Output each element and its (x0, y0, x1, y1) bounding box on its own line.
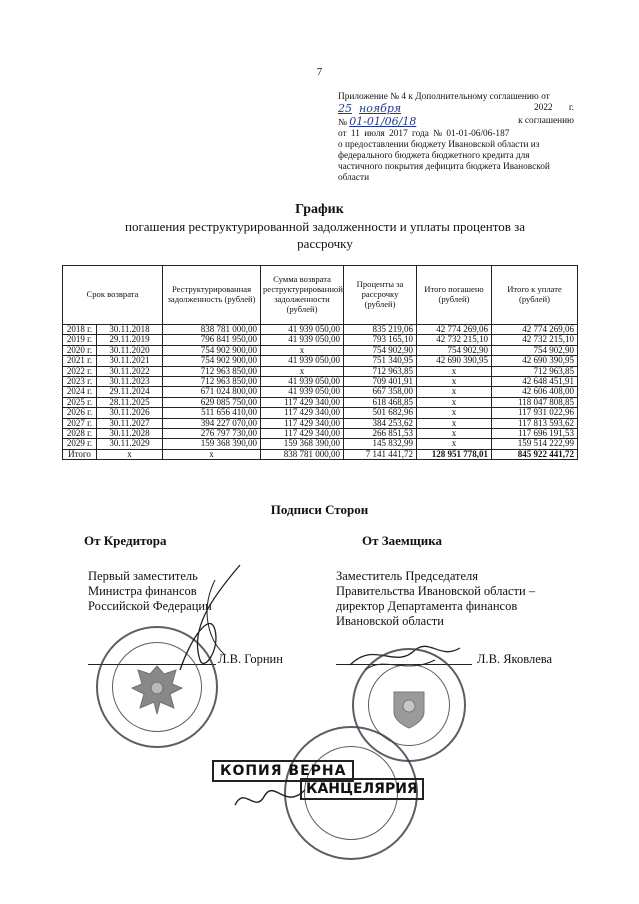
table-cell: 41 939 050,00 (261, 387, 344, 397)
creditor-position-line: Первый заместитель (88, 569, 198, 583)
table-cell: 754 902,90 (492, 345, 578, 355)
table-cell: 30.11.2026 (97, 408, 163, 418)
table-row (63, 397, 578, 407)
table-row (63, 325, 578, 335)
table-cell: 42 732 215,10 (417, 335, 492, 345)
creditor-position-line: Министра финансов (88, 584, 197, 598)
table-cell: x (417, 439, 492, 449)
creditor-signature-icon (170, 560, 250, 680)
table-cell: x (163, 449, 261, 459)
table-cell: 845 922 441,72 (492, 449, 578, 459)
table-cell: x (261, 366, 344, 376)
table-cell: 2026 г. (63, 408, 97, 418)
table-cell: 7 141 441,72 (344, 449, 417, 459)
table-cell: 159 514 222,99 (492, 439, 578, 449)
table-cell: 2022 г. (63, 366, 97, 376)
table-cell: 629 085 750,00 (163, 397, 261, 407)
table-cell: 117 696 191,53 (492, 429, 578, 439)
appendix-number-prefix: № (338, 118, 347, 128)
appendix-date-year: 2022 (534, 103, 553, 113)
appendix-number: 01-01/06/18 (349, 115, 417, 128)
table-cell: 754 902 900,00 (163, 345, 261, 355)
creditor-title: От Кредитора (84, 533, 167, 548)
table-row (63, 429, 578, 439)
table-cell: 117 931 022,96 (492, 408, 578, 418)
appendix-line5: федерального бюджета бюджетного кредита для (338, 151, 530, 161)
table-cell: 667 358,00 (344, 387, 417, 397)
table-cell: 117 429 340,00 (261, 408, 344, 418)
table-row (63, 377, 578, 387)
table-cell: 128 951 778,01 (417, 449, 492, 459)
table-cell: 2029 г. (63, 439, 97, 449)
table-cell: 2024 г. (63, 387, 97, 397)
borrower-position-line: директор Департамента финансов (336, 599, 518, 613)
header-interest: Проценты за рассрочку (рублей) (344, 266, 417, 325)
table-cell: 712 963,85 (492, 366, 578, 376)
table-cell: 41 939 050,00 (261, 335, 344, 345)
table-row (63, 366, 578, 376)
table-cell: 30.11.2021 (97, 356, 163, 366)
table-cell: 42 648 451,91 (492, 377, 578, 387)
table-cell: 42 606 408,00 (492, 387, 578, 397)
table-cell: 117 813 593,62 (492, 418, 578, 428)
header-total-repaid: Итого погашено (рублей) (417, 266, 492, 325)
table-cell: 2020 г. (63, 345, 97, 355)
copy-stamp-line1: КОПИЯ ВЕРНА (212, 760, 354, 782)
appendix-line3: от 11 июля 2017 года № 01-01-06/06-187 (338, 129, 510, 139)
table-cell: 2018 г. (63, 325, 97, 335)
table-cell: 30.11.2027 (97, 418, 163, 428)
borrower-position-line: Ивановской области (336, 614, 444, 628)
borrower-name: Л.В. Яковлева (477, 652, 553, 666)
table-cell: 42 690 390,95 (492, 356, 578, 366)
signatures-title: Подписи Сторон (270, 502, 369, 517)
creditor-name: Л.В. Горнин (218, 652, 283, 666)
page-number: 7 (316, 66, 323, 78)
table-cell: 41 939 050,00 (261, 377, 344, 387)
table-cell: 159 368 390,00 (163, 439, 261, 449)
table-cell: 712 963 850,00 (163, 377, 261, 387)
table-cell: 618 468,85 (344, 397, 417, 407)
table-cell: 30.11.2029 (97, 439, 163, 449)
table-cell: 501 682,96 (344, 408, 417, 418)
appendix-line7: области (338, 173, 370, 183)
header-due-date: Срок возврата (63, 266, 163, 325)
table-cell: 41 939 050,00 (261, 325, 344, 335)
borrower-position (336, 569, 535, 629)
table-cell: 276 797 730,00 (163, 429, 261, 439)
table-cell: 835 219,06 (344, 325, 417, 335)
table-row (63, 408, 578, 418)
appendix-date-suffix: г. (568, 103, 574, 113)
table-cell: x (97, 449, 163, 459)
table-cell: 29.11.2019 (97, 335, 163, 345)
table-cell: 793 165,10 (344, 335, 417, 345)
table-cell: 117 429 340,00 (261, 397, 344, 407)
appendix-number-row (338, 116, 574, 129)
appendix-header (338, 92, 574, 184)
table-cell: 30.11.2018 (97, 325, 163, 335)
table-cell: 2027 г. (63, 418, 97, 428)
table-cell: Итого (63, 449, 97, 459)
table-cell: 712 963,85 (344, 366, 417, 376)
table-cell: x (417, 408, 492, 418)
table-cell: 754 902,90 (344, 345, 417, 355)
table-cell: 42 690 390,95 (417, 356, 492, 366)
document-title: График (295, 202, 344, 217)
appendix-date-day: 25 (338, 102, 352, 115)
copy-stamp-line2: КАНЦЕЛЯРИЯ (300, 778, 424, 800)
table-cell: 266 851,53 (344, 429, 417, 439)
appendix-date-month: ноября (358, 102, 402, 115)
copy-signature-icon (230, 780, 310, 820)
table-row (63, 356, 578, 366)
table-row (63, 439, 578, 449)
table-cell: 145 832,99 (344, 439, 417, 449)
repayment-schedule-table (62, 265, 578, 460)
table-cell: x (417, 397, 492, 407)
table-cell: 394 227 070,00 (163, 418, 261, 428)
table-cell: 42 774 269,06 (492, 325, 578, 335)
appendix-line4: о предоставлении бюджету Ивановской области из (338, 140, 540, 150)
table-row (63, 418, 578, 428)
table-cell: x (417, 418, 492, 428)
table-cell: 28.11.2025 (97, 397, 163, 407)
table-cell: 709 401,91 (344, 377, 417, 387)
header-total-payable: Итого к уплате (рублей) (492, 266, 578, 325)
table-cell: 671 024 800,00 (163, 387, 261, 397)
table-row (63, 335, 578, 345)
header-repayment-amount: Сумма возврата реструктурированной задолженности (рублей) (261, 266, 344, 325)
table-cell: 712 963 850,00 (163, 366, 261, 376)
table-cell: 511 656 410,00 (163, 408, 261, 418)
appendix-number-suffix: к соглашению (518, 116, 574, 126)
borrower-position-line: Правительства Ивановской области – (336, 584, 536, 598)
table-cell: 2025 г. (63, 397, 97, 407)
table-cell: 117 429 340,00 (261, 418, 344, 428)
table-cell: 30.11.2020 (97, 345, 163, 355)
appendix-line6: частичного покрытия дефицита бюджета Ивановской (338, 162, 550, 172)
table-row (63, 345, 578, 355)
table-cell: x (261, 345, 344, 355)
table-cell: x (417, 387, 492, 397)
document-subtitle: погашения реструктурированной задолженности и уплаты процентов за рассрочку (125, 219, 525, 251)
table-cell: 838 781 000,00 (163, 325, 261, 335)
table-cell: 838 781 000,00 (261, 449, 344, 459)
table-total-row (63, 449, 578, 459)
borrower-position-line: Заместитель Председателя (336, 569, 479, 583)
table-cell: x (417, 377, 492, 387)
borrower-title: От Заемщика (362, 533, 442, 548)
table-cell: 118 047 808,85 (492, 397, 578, 407)
table-header-row (63, 266, 578, 325)
table-cell: 42 732 215,10 (492, 335, 578, 345)
appendix-line1-text: Приложение № 4 к Дополнительному соглашению от (338, 92, 550, 102)
table-cell: 2019 г. (63, 335, 97, 345)
table-cell: 2023 г. (63, 377, 97, 387)
table-body (63, 325, 578, 460)
table-cell: x (417, 366, 492, 376)
header-restructured-debt: Реструктурированная задолженность (рублей) (163, 266, 261, 325)
table-cell: 2028 г. (63, 429, 97, 439)
table-cell: 42 774 269,06 (417, 325, 492, 335)
table-cell: 754 902 900,00 (163, 356, 261, 366)
table-cell: 30.11.2028 (97, 429, 163, 439)
table-cell: 30.11.2022 (97, 366, 163, 376)
table-cell: 2021 г. (63, 356, 97, 366)
table-cell: 751 340,95 (344, 356, 417, 366)
table-cell: 384 253,62 (344, 418, 417, 428)
table-cell: 29.11.2024 (97, 387, 163, 397)
table-cell: 41 939 050,00 (261, 356, 344, 366)
creditor-position-line: Российской Федерации (88, 599, 212, 613)
table-cell: 159 368 390,00 (261, 439, 344, 449)
table-cell: 754 902,90 (417, 345, 492, 355)
table-cell: 117 429 340,00 (261, 429, 344, 439)
table-cell: 30.11.2023 (97, 377, 163, 387)
table-cell: x (417, 429, 492, 439)
table-cell: 796 841 950,00 (163, 335, 261, 345)
table-row (63, 387, 578, 397)
